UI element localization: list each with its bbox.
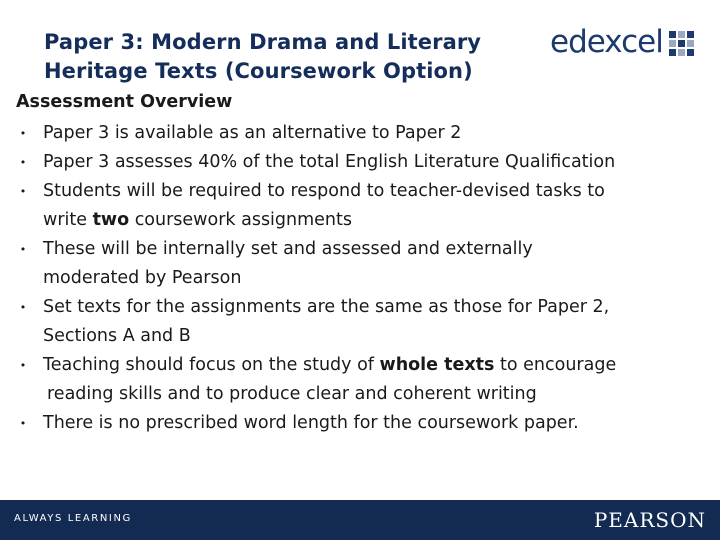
list-item bbox=[16, 119, 716, 148]
bullet-text: Paper 3 is available as an alternative to Paper 2 bbox=[43, 123, 462, 143]
list-item bbox=[16, 351, 716, 409]
bullet-icon: • bbox=[19, 359, 27, 372]
bullet-text-line-2: Sections A and B bbox=[43, 326, 191, 346]
bullet-text-line-1: Students will be required to respond to teacher-devised tasks to bbox=[43, 181, 605, 201]
footer-bar bbox=[0, 500, 720, 540]
bullet-bold-text: whole texts bbox=[379, 355, 495, 375]
bullet-text-line-1: These will be internally set and assessed and externally bbox=[43, 239, 533, 259]
list-item bbox=[16, 235, 716, 293]
bullet-text-line-1 bbox=[43, 351, 716, 380]
bullet-bold-text: two bbox=[92, 210, 130, 230]
bullet-text-segment: coursework assignments bbox=[129, 210, 353, 230]
bullet-text-segment: write bbox=[43, 210, 93, 230]
edexcel-logo-text: edexcel bbox=[550, 24, 663, 60]
bullet-icon: • bbox=[19, 156, 27, 169]
list-item bbox=[16, 177, 716, 235]
slide-title-line-1: Paper 3: Modern Drama and Literary bbox=[44, 30, 482, 54]
bullet-icon: • bbox=[19, 243, 27, 256]
section-heading: Assessment Overview bbox=[16, 92, 233, 112]
bullet-text-line-2 bbox=[43, 206, 716, 235]
bullet-icon: • bbox=[19, 127, 27, 140]
bullet-text: There is no prescribed word length for the coursework paper. bbox=[43, 413, 579, 433]
footer-tagline: ALWAYS LEARNING bbox=[14, 513, 132, 524]
bullet-text-line-2: moderated by Pearson bbox=[43, 268, 242, 288]
slide-title bbox=[44, 28, 481, 86]
list-item bbox=[16, 293, 716, 351]
bullet-text-line-1: Set texts for the assignments are the same as those for Paper 2, bbox=[43, 297, 610, 317]
bullet-icon: • bbox=[19, 185, 27, 198]
slide-title-line-2: Heritage Texts (Coursework Option) bbox=[44, 59, 473, 83]
slide-body bbox=[16, 90, 716, 438]
list-item bbox=[16, 148, 716, 177]
bullet-icon: • bbox=[19, 417, 27, 430]
edexcel-dots-icon bbox=[669, 31, 694, 56]
list-item bbox=[16, 409, 716, 438]
bullet-icon: • bbox=[19, 301, 27, 314]
bullet-list bbox=[16, 119, 716, 438]
edexcel-logo bbox=[550, 24, 694, 60]
bullet-text-line-2: reading skills and to produce clear and coherent writing bbox=[47, 384, 537, 404]
bullet-text: Paper 3 assesses 40% of the total English Literature Qualification bbox=[43, 152, 616, 172]
bullet-text-segment: to encourage bbox=[494, 355, 617, 375]
pearson-logo: PEARSON bbox=[593, 508, 706, 532]
bullet-text-segment: Teaching should focus on the study of bbox=[43, 355, 380, 375]
